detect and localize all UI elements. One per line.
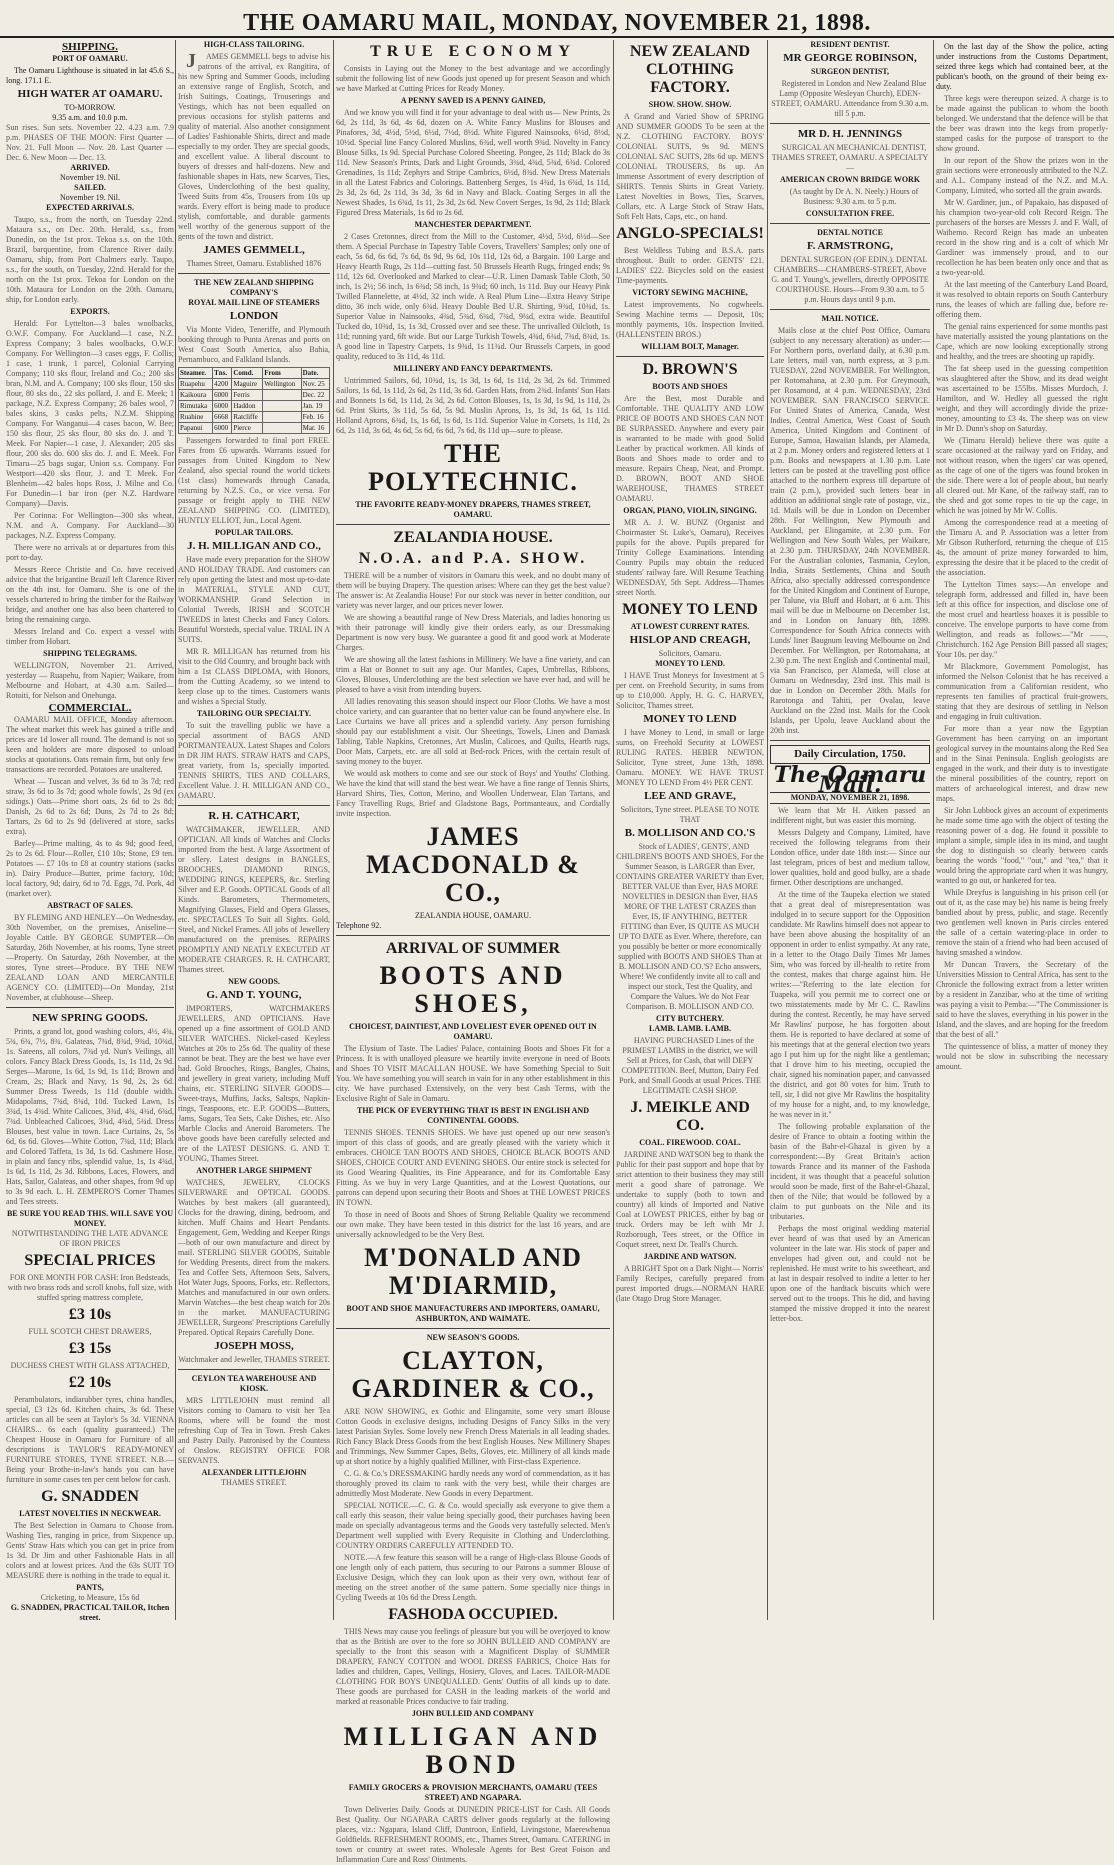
table-cell: Feb. 16 bbox=[301, 412, 329, 423]
sailing-table bbox=[178, 367, 330, 434]
manchester-heading: MANCHESTER DEPARTMENT. bbox=[414, 220, 532, 229]
port-heading: PORT OF OAMARU. bbox=[52, 54, 128, 63]
moss-name: JOSEPH MOSS, bbox=[214, 1340, 294, 1352]
london-label: LONDON bbox=[229, 310, 279, 322]
boots-heading: BOOTS AND SHOES, bbox=[379, 961, 567, 1018]
abstract-heading: ABSTRACT OF SALES. bbox=[47, 901, 133, 910]
boots-shoes-sub: BOOTS AND SHOES bbox=[652, 382, 728, 391]
column-clothing: NEW ZEALAND CLOTHING FACTORY. SHOW. SHOW. SHOW. A Grand and Varied Show of SPRING AND SUMMER GOODS To be seen at the N.Z. CLOTHING FACTORY. BOYS' COLONIAL SUITS, 9s 9d. MEN'S COLONIAL SAC SUITS, 28s 6d up. MEN'S COLONIAL TROUSERS, 8s up. An Immense Assortment of every description of SHIRTS. Tennis Shirts in Great Variety. Latest Novelties in Bows, Ties, Scarves, Collars, etc. A Large Stock of Straw Hats, Soft Felt Hats, Caps, etc., on hand. ANGLO-SPECIALS! Best Weldless Tubing and B.S.A. parts throughout. Built to order. GENTS' £21. LADIES' £22. Bicycles sold on the easiest Time-payments. VICTORY SEWING MACHINE, Latest improvements. No cogwheels. Sewing Machine terms — Deposit, 10s; monthly payments, 10s. Inspection Invited. (HALLENSTEIN BROS.) WILLIAM BOLT, Manager. D. BROWN'S BOOTS AND SHOES Are the Best, most Durable and Comfortable. THE QUALITY AND LOW PRICE OF BOOTS AND SHOES CAN NOT BE SURPASSED. Anywhere and every pair is warranted to be made with good Solid Leather by practical workmen. All kinds of Boots and Shoes made to order and to measure. Repairs Cheap, Neat, and Prompt. D. BROWN, BOOT AND SHOE WAREHOUSE, THAMES STREET OAMARU. ORGAN, PIANO, VIOLIN, SINGING. MR A. J. W. BUNZ (Organist and Choirmaster St. Luke's, Oamaru), Receives pupils for the above. Pupils prepared for Trinity College Examinations. Intending Country Pupils may obtain the reduced students' railway fare. Will Resume Teaching WEDNESDAY, 5th Sept. Address—Thames street North. MONEY TO LEND AT LOWEST CURRENT RATES. HISLOP AND CREAGH, Solicitors, Oamaru. MONEY TO LEND. I HAVE Trust Moneys for Investment at 5 per cent. on Freehold Security, in sums from up to £10,000. Apply, H. G. C. HARVEY, Solicitor, Thames street. MONEY TO LEND I have Money to Lend, in small or large sums, on Freehold Security at LOWEST RULING RATES. HEBER NEWTON, Solicitor, Tyne street, June 13th, 1898. Oamaru. MONEY. WE HAVE TRUST MONEY TO LEND From 4½ PER CENT. LEE AND GRAVE, Solicitors, Tyne street. PLEASE TO NOTE THAT B. MOLLISON AND CO.'S Stock of LADIES', GENTS', AND CHILDREN'S BOOTS AND SHOES, For the Summer Season, is LARGER than Ever, CONTAINS GREATER VARIETY than Ever, BETTER VALUE than Ever, HAS MORE NOVELTIES in DESIGN than Ever, HAS MORE OF THE LATEST CRAZES than Ever, IS, IF ANYTHING, BETTER FITTING than Ever, IS QUITE AS MUCH UP TO DATE as Ever. Where, therefore, can you possibly be better or more economically supplied with BOOTS AND SHOES Than at B. MOLLISON AND CO.'S? Echo answers, Where! We confidently invite all to call and inspect our stock, Test the Quality, and Compare the Values. We do Not Fear Comparison. B. MOLLISON AND CO. CITY BUTCHERY. LAMB. LAMB. LAMB. HAVING PURCHASED Lines of the PRIMEST LAMBS in the district, we will Sell at Prices, for Cash, that will DEFY COMPETITION. Beef, Mutton, Dairy Fed Pork, and Small Goods at usual Prices. THE LEGITIMATE CASH SHOP. J. MEIKLE AND CO. COAL. FIREWOOD. COAL. JARDINE AND WATSON beg to thank the Public for their past support and hope that by strict attention to their business they may still merit a good share of patronage. We undertake to supply (both to town and country) all kinds of Imported and Native Coal at LOWEST PRICES, either by bag or truck. Orders may be left with Mr J. Rozborough, Tees street, or the Office in Coquet street, next Dr. Teall's Church. JARDINE AND WATSON. A BRIGHT Spot on a Dark Night— Norris' Family Recipes, carefully prepared from purest imported drugs.—NORMAN HARE (late Otago Drug Store Manager. bbox=[616, 43, 764, 1303]
fashoda-heading: FASHODA OCCUPIED. bbox=[388, 1606, 558, 1623]
cathcart-name: R. H. CATHCART, bbox=[208, 810, 300, 822]
anglo-heading: ANGLO-SPECIALS! bbox=[616, 225, 764, 242]
price-2: £3 15s bbox=[68, 1340, 112, 1357]
shipping-co-heading: THE NEW ZEALAND SHIPPING COMPANY'S bbox=[194, 278, 314, 297]
editorial-date: MONDAY, NOVEMBER 21, 1898. bbox=[770, 792, 930, 804]
tomorrow-label: TO-MORROW. bbox=[64, 103, 116, 112]
jennings-name: MR D. H. JENNINGS bbox=[797, 128, 903, 140]
sailing-table-header: Comd. bbox=[232, 368, 263, 379]
high-water-times: 9.35 a.m. and 10.0 p.m. bbox=[52, 113, 128, 122]
polytechnic-heading: THE POLYTECHNIC. bbox=[368, 439, 578, 496]
telephone-number: Telephone 92. bbox=[336, 921, 382, 930]
coal-heading: COAL. FIREWOOD. COAL. bbox=[639, 1138, 741, 1147]
organ-heading: ORGAN, PIANO, VIOLIN, SINGING. bbox=[623, 506, 757, 515]
royal-mail-heading: ROYAL MAIL LINE OF STEAMERS bbox=[188, 298, 320, 307]
arrival-heading: ARRIVAL OF SUMMER bbox=[385, 940, 561, 957]
consultation-label: CONSULTATION FREE. bbox=[805, 209, 895, 218]
macdonald-heading: JAMES MACDONALD & CO., bbox=[366, 822, 580, 907]
choicest-sub: CHOICEST, DAINTIEST, AND LOVELIEST EVER OPENED OUT IN OAMARU. bbox=[349, 1022, 597, 1041]
table-cell: 6000 bbox=[213, 401, 232, 412]
table-cell bbox=[263, 412, 301, 423]
editorial-masthead: The Oamaru Mail. bbox=[773, 762, 927, 798]
table-cell: Wellington bbox=[263, 379, 301, 390]
table-cell: Jan. 19 bbox=[301, 401, 329, 412]
jardine-name: JARDINE AND WATSON. bbox=[643, 1252, 737, 1261]
table-cell bbox=[263, 423, 301, 434]
table-cell: Haddon bbox=[232, 401, 263, 412]
lee-grave-name: LEE AND GRAVE, bbox=[644, 790, 736, 802]
lowest-sub: AT LOWEST CURRENT RATES. bbox=[630, 622, 750, 631]
table-cell: Ferris bbox=[232, 390, 263, 401]
polytechnic-sub: THE FAVORITE READY-MONEY DRAPERS, THAMES STREET, OAMARU. bbox=[355, 500, 591, 519]
zealandia-heading: ZEALANDIA HOUSE. bbox=[393, 529, 553, 546]
table-cell: Rimutaka bbox=[179, 401, 213, 412]
sailing-table-header: Steamer. bbox=[179, 368, 213, 379]
table-cell: Ruapehu bbox=[179, 379, 213, 390]
gemmell-name: JAMES GEMMELL, bbox=[203, 244, 305, 256]
table-cell: Mar. 16 bbox=[301, 423, 329, 434]
milligan-name: J. H. MILLIGAN AND CO., bbox=[187, 540, 321, 552]
column-tailoring: HIGH-CLASS TAILORING. JAMES GEMMELL begs to advise his patrons of the arrival, ex Rangitira, of his new Spring and Summer Goods, including an extensive range of English, Scotch, and Irish Suitings, Coatings, Trouserings and Vestings, which has not been equalled on previous occasions for stylish patterns and quality of material. Also another consignment of Ladies' Fashionable Shirts, direct and made especially to my order. They are special goods, and excellent value. A liberal discount to buyers of dresses and half-dozens. New and fashionable shapes in Hats, new Scarves, Ties, Gloves, Underclothing of the best quality, Tweed Suits from 45s, Trousers from 10s up wards. Every effort is being made to produce stylish, comfortable, and durable garments well worthy of the generous support of the gents of the town and district. JAMES GEMMELL, Thames Street, Oamaru. Established 1876 THE NEW ZEALAND SHIPPING COMPANY'S ROYAL MAIL LINE OF STEAMERS LONDON Via Monte Video, Teneriffe, and Plymouth booking through to Punta Arenas and ports on West Coast South America, also Bahia, Pernambuco, and Falkland Islands. Steamer. Tns. Comd. From Date. Ruapehu 4200 Maguire Wellington Nov. 25 Kaikoura 6000 Ferris Dec. 22 Rimutaka 6000 Haddon Jan. 19 Ruahine 6668 Ratcliffe Feb. 16 Papanui 6000 Pierce Mar. 16 Passengers forwarded to final port FREE. Fares from £6 upwards. Warrants issued for passages from United Kingdom to New Zealand, also special round the world tickets (1st class) homewards through Canada, returning by N.Z.S. Co., or vice versa. For passage or freight apply to THE NEW ZEALAND SHIPPING CO. (LIMITED), HUNTLY ELLIOT, Jun., Local Agent. POPULAR TAILORS. J. H. MILLIGAN AND CO., Have made every preparation for the SHOW AND HOLIDAY TRADE. And customers can rely upon getting the latest and most up-to-date in MATERIAL, STYLE AND CUT, WORKMANSHIP. Grand Selection in Colonial Tweeds, IRISH and SCOTCH TWEEDS in latest Checks and Fancy Colors. Beautiful Worsteds, special value. TRIAL IN A SUITS. MR R. MILLIGAN has returned from his visit to the Old Country, and brought back with him a 1st CLASS DIPLOMA, with Honors, from the Cutting Academy, so we intend to keep close up to the times. Customers wants and wishes a Special Study. TAILORING OUR SPECIALTY. To suit the travelling public we have a special assortment of BAGS AND PORTMANTEAUX. Latest Shapes and Colors in DR JIM HATS. STRAW HATS and CAPS, great variety, from 1s, specially imported. TENNIS SHIRTS, TIES AND COLLARS, Excellent Value. J. H. MILLIGAN AND CO., OAMARU. R. H. CATHCART, WATCHMAKER, JEWELLER, AND OPTICIAN. All kinds of Watches and Clocks imported from the best. A large Assortment of or sllery. Latest designs in BANGLES, BROOCHES, DIAMOND RINGS, WEDDING RINGS, KEEPERS, &c. Sterling Silver and E.P. Goods. OPTICAL Goods of all Kinds. Barometers, Thermometers, Magnifying Glasses, Field and Opera Glasses, etc. SPECTACLES To Suit all Sights. Gold, Steel, and Nickel Frames. All jobs of Jewellery manufactured on the premises. REPAIRS PROMPTLY AND NEATLY EXECUTED AT MODERATE CHARGES. R. H. CATHCART, Thames street. NEW GOODS. G. AND T. YOUNG, IMPORTERS, WATCHMAKERS JEWELLERS, AND OPTICIANS. Have opened up a fine assortment of GOLD AND SILVER WATCHES. Nickel-cased Keyless Watches at 20s to 25s 6d. The quality of these cannot be beat. They are the best we have ever had. Gold Brooches, Rings, Bangles, Chains, and jewellery in great variety, including Muff chains, etc. STERLING SILVER GOODS—Sweet-trays, Muffins, Jacks, Saltsps, Napkin-rings, Teaspoons, etc. E.P. GOODS—Butters, Jams, Sugars, Tea Sets, Cake Dishes, etc. Also Marble Clocks and Aneroid Barometers. The above goods have been carefully selected and are of the LATEST DESIGNS. G. AND T. YOUNG, Thames Street. ANOTHER LARGE SHIPMENT WATCHES, JEWELRY, CLOCKS SILVERWARE and OPTICAL GOODS. Watches by best makers (all guaranteed), Clocks for the drawing, dining, bedroom, and kitchen. Muff Chains and Heart Pendants. Engagement, Gem, Wedding and Keeper Rings—both of our own manufacture and direct by mail. STERLING SILVER GOODS, Suitable for Wedding Presents, direct from the makers. Tea and Coffee Sets, Afternoon Sets, Salvers, Hot Water Jugs, Spoons, Forks, etc. Reflectors, Matches and manufactured in our own orders. Marvin Watches—the best cheap watch for 20s in the market. MANUFACTURING JEWELLER, Surgeons' Prescriptions Carefully Prepared. Optical Repairs Carefully Done. JOSEPH MOSS, Watchmaker and Jeweller, THAMES STREET. CEYLON TEA WAREHOUSE AND KIOSK. MRS LITTLEJOHN must remind all Visitors coming to Oamaru to visit her Tea Rooms, where will be found the most refreshing Cup of Tea in Town. Fresh Cakes and Pastry Daily. Patronised by the Countess of Onslow. REGISTRY OFFICE FOR SERVANTS. ALEXANDER LITTLEJOHN THAMES STREET. bbox=[178, 40, 330, 1487]
american-heading: AMERICAN CROWN BRIDGE WORK bbox=[779, 175, 921, 184]
bulleid-name: JOHN BULLEID AND COMPANY bbox=[411, 1709, 535, 1718]
surgeon-heading: SURGEON DENTIST, bbox=[810, 67, 890, 76]
robinson-name: MR GEORGE ROBINSON, bbox=[783, 52, 917, 64]
column-drapery: TRUE ECONOMY Consists in Laying out the Money to the best advantage and we accordingly submit the following list of new Goods just opened up for present Season and which we have Marked at Cutting Prices for Ready Money. A PENNY SAVED IS A PENNY GAINED, And we know you will find it for your advantage to deal with us— New Prints, 2s 6d, 2s 11d, 3s 6d, 4s 6d, dozen on A. White Fancy Muslins for Blouses and Pinafores, 3d, 4½d, 5½d, 6½d, 7½d, 8½d. White Figured Nainsooks, 6½d, 8½d, 10½d. Special line Fancy Colored Muslins, 6¾d, well worth 9¾d. Novelty in Fancy Blouse Silks, 1s 9d. Special Purchase Colored Sheeting. Pongee, 2s 11d; Black do 3s 11d. New Season's Prints, Dark and Light Grounds, 3¾d, 4¾d, 5¾d, 6¾d. Colored Grenadines, 1s 11d; Zephyrs and Stripe Cambrics, 6½d, 8¾d. New Dress Materials in all the Latest Fabrics and Colorings. Battenberg Serges, 1s 4¾d, 1s 6¾d, 1s 11d, 2s 3d, 2s 6d, 2s 11d, 3s 3d, 3s 6d in Navy and Black. Coating Serges in all the Newest Shades, 1s 6¾d, 1s 11, 2s 3d, 2s 6d. New Covert Serges, 1s 9d, 2s 11d; Black Figured Dress Materials, 1s 6d to 2s 6d. MANCHESTER DEPARTMENT. 2 Cases Cretonnes, direct from the Mill to the Customer, 4½d, 5½d, 6½d—See them. A Special Purchase in Tapestry Table Covers, Travellers' Samples; only one of each, 5s 6d, 6s 6d, 7s 6d, 8s 9d, 9s 6d, 10s 11d, 12s 6d, a Bargain. 100 Large and Heavy Hearth Rugs, 2s 11d—cutting fast. 50 Brussels Hearth Rugs, fringed ends; 9s 11d, 12s 6d. Overlooked and Marked to clear—U.R. Linen Damask Table Cloth, 50 inch, 1s 2½; 56 inch, 1s 6¾d; 58 inch, 1s 9¾d; 60 inch, 1s 11d. Buy our Heavy Pink Twilled Flannelette, at 4½d, 32 inch wide. A Real Plum Line—Extra Heavy Stripe ditto, 36 inch wide, only 6¾d. Heavy Double Bed U.R. Shirting, 9¾d, 10¾d, 1s. Superior Value in Nainsooks, 4¾d, 5¾d, 6¾d, 7¾d, 9¼d, extra wide. Beautiful Tucked do, 10¾d, 1s, 1s 3d, Crossed over and see these. The unrivalled Oilcloth, 1s 11d; running yard, 6ft wide. But our Large Turkish Towels, 4¾d, 6¾d, 7¾d, 8¾d, 1s. A good line in Tapestry Carpets, 1s 9¾d, 1s 11¾d. Our Brussels Carpets, in good quality, reduced to 3s 11d, 4s 11d. MILLINERY AND FANCY DEPARTMENTS. Untrimmed Sailors, 6d, 10¾d, 1s, 1s 3d, 1s 6d, 1s 11d, 2s 3d, 2s 6d. Trimmed Sailors, 1s 6d, 1s 11d, 2s 6d, 2s 11d, 3s 6d. Garden Hats, from 2¾d. Infants' Sun Hats and Bonnets 1s 6d, 1s 11d, 2s 3d, 2s 6d. Cotton Blouses, 1s, 1s 3d, 1s 9d, 1s 11d, 2s 6d. Print Skirts, 3s 11d, 5s 6d, 5s 9d. Muslin Aprons, 1s, 1s 3d, 1s 6d, 1s 11d. Holland Aprons, 6¾d, 1s, 1s 6d, 1s 6d, 1s 11d. Superior Value in Corsets, 1s 11d, 2s 6d, 2s 11d, 3s 6d, 4s 6d, 5s 6d, 6s 6d, 7s 6d, 8s 11d up—sure to please. THE POLYTECHNIC. THE FAVORITE READY-MONEY DRAPERS, THAMES STREET, OAMARU. ZEALANDIA HOUSE. N.O.A. and P.A. SHOW. THERE will be a number of visitors in Oamaru this week, and no doubt many of them will be buying Drapery. The question arises: Where can they get the best value? The answer is: At Zealandia House! For our stock was never in better condition, our variety was never larger, and our prices never lower. We are showing a beautiful range of New Dress Materials, and ladies honoring us with their patronage will kindly give their orders early, as our Dressmaking Department is now very busy. We guarantee a good fit and good work at Moderate Charges. We are showing all the latest fashions in Millinery. We have a fine variety, and can trim a Hat or Bonnet to suit any age. Our Mantles, Capes, Umbrellas, Ribbons, Gloves, Blouses, Underclothing are the best selection we have ever had, and will be pleased to have a visit from intending buyers. All ladies renovating this season should inspect our Floor Cloths. We have a most choice variety, and can guarantee that no better value can be found anywhere else. In Lace Curtains we have all prices and a splendid variety. Any person furnishing should pay our establishment a visit. Our Sheetings, Towels, Linen and Damask Tabling, Table Napkins, Cretonnes, Art Muslin, Calicoes, and Quilts, Hearth rugs, Door Mats, Carpets, etc. are all sold at Bed-rock Prices, with the certain result of saving money to the buyer. We would ask mothers to come and see our stock of Boys' and Youths' Clothing. We have the kind that will stand the best wear. We have a fine range of Tennis Shirts, Harvard Shirts, Ties, Cotton, Merino, and Woollen Underwear, Elan Tartans, and Fancy Travelling Rugs, Brief and Gladstone Bags, Portmanteaux, and Cordially invite inspection. JAMES MACDONALD & CO., ZEALANDIA HOUSE, OAMARU. Telephone 92. ARRIVAL OF SUMMER BOOTS AND SHOES, CHOICEST, DAINTIEST, AND LOVELIEST EVER OPENED OUT IN OAMARU. The Elysium of Taste. The Ladies' Palace, containing Boots and Shoes Fit for a Princess. It is with unalloyed pleasure we heartily invite everyone in need of Boots and Shoes TO VISIT MACALLAN HOUSE. We have Something Special to Suit You. We have something you will search in vain for in any other establishment in this city. We have purchased Extensively, on the very best Cash Terms, with the Exclusive Right of Sale in Oamaru. THE PICK OF EVERYTHING THAT IS BEST IN ENGLISH AND CONTINENTAL GOODS. TENNIS SHOES. TENNIS SHOES. We have just opened up our new season's import of this class of goods, and are greatly pleased with the variety which it embraces. CHOICE TAN BOOTS AND SHOES, CHOICE BLACK BOOTS AND SHOES, CHOICE COURT AND EVENING SHOES. Our entire stock is selected for its Good Wearing Qualities, its Fine Appearance, and for its Comfortable Easy Fitting. As we buy in very Large Quantities, and at the Lowest Quotations, our patrons can depend upon securing their Boots and Shoes at THE LOWEST PRICES IN TOWN. To those in need of Boots and Shoes of Strong Reliable Quality we recommend our own make. They have been tested in this district for the last 16 years, and are universally acknowledged to be the Very Best. M'DONALD AND M'DIARMID, BOOT AND SHOE MANUFACTURERS AND IMPORTERS, OAMARU, ASHBURTON, AND WAIMATE. NEW SEASON'S GOODS. CLAYTON, GARDINER & CO., ARE NOW SHOWING, ex Gothic and Elingamite, some very smart Blouse Cotton Goods in exclusive designs, including Designs of Fancy Silks in the very latest Parisian Styles. Some lovely new French Dress Materials in all leading shades. Rich Fancy Black Dress Goods from the best English Houses. New Millinery Shapes and Trimmings, New Summer Capes, Belts, Gloves, etc. Millinery of all kinds made up at short notice by a highly qualified Milliner, with First-class Experience. C. G. & Co.'s DRESSMAKING hardly needs any word of commendation, as it has thoroughly proved its claim to rank with the very best, while their charges are admittedly Most Moderate. New Goods in every Department. SPECIAL NOTICE.—C. G. & Co. would specially ask everyone to give them a call early this season, their value being specially good, their purchases having been made on specially advantageous terms and the Goods very tastefully selected. Men's Department well supplied with Every Requisite in Clothing and Underclothing. COUNTRY ORDERS CAREFULLY ATTENDED TO. NOTE.—A few feature this season will be a range of High-class Blouse Goods of one length only of each pattern, thus securing to our Patrons a summer Blouse of Exclusive Design, which they can look upon as their very own, without fear of meeting on the street another of the same pattern. Some specially nice things in Cycling Tweeds at 10s 6d the Dress Length. FASHODA OCCUPIED. THIS News may cause you feelings of pleasure but you will be overjoyed to know that as the British are over to the fore so JOHN BULLEID AND COMPANY are specially to the front this season with a Magnificent Display of SUMMER DRAPERY, FANCY COTTON and WOOL DRESS FABRICS, Choice Hats for ladies and children, Capes, Veilings, Hosiery, Gloves, and Laces. TAILOR-MADE CLOTHING FOR BOYS UNEQUALLED. Gents' Outfits of all kinds up to date. These goods are purchased for CASH in the leading markets of the world and marked at reasonable Prices conducive to fair trading. JOHN BULLEID AND COMPANY MILLIGAN AND BOND FAMILY GROCERS & PROVISION MERCHANTS, OAMARU (TEES STREET) AND NGAPARA. Town Deliveries Daily. Goods at DUNEDIN PRICE-LIST for Cash. All Goods Best Quality. Our NGAPARA CARTS deliver goods regularly at the following places, viz.: Ngapara, Island Cliff, Duntroon, Enfield, Livingstone, Maerewhenua Goldfields. REFRESHMENT ROOMS, etc., Thames Street, Oamaru. CATERING in town or country at sweet rates. Wholesale Agents for Best Great Foison and Inflammation Cure and Ross' Ointments. bbox=[336, 43, 610, 1864]
table-cell: 4200 bbox=[213, 379, 232, 390]
exports-heading: EXPORTS. bbox=[70, 307, 110, 316]
table-cell: Papanui bbox=[179, 423, 213, 434]
armstrong-name: F. ARMSTRONG, bbox=[806, 240, 894, 252]
zealandia-house-address: ZEALANDIA HOUSE, OAMARU. bbox=[415, 911, 531, 920]
table-row bbox=[179, 423, 330, 434]
littlejohn-name: ALEXANDER LITTLEJOHN bbox=[201, 1468, 307, 1477]
commercial-heading: COMMERCIAL. bbox=[48, 702, 132, 714]
resident-heading: RESIDENT DENTIST. bbox=[810, 40, 890, 49]
popular-tailors-heading: POPULAR TAILORS. bbox=[215, 528, 293, 537]
price-1: £3 10s bbox=[68, 1306, 112, 1323]
table-cell: Ratcliffe bbox=[232, 412, 263, 423]
table-row bbox=[179, 379, 330, 390]
sailing-table-header: From bbox=[263, 368, 301, 379]
spring-goods-heading: NEW SPRING GOODS. bbox=[32, 1012, 148, 1024]
mollison-heading: B. MOLLISON AND CO.'S bbox=[624, 827, 756, 839]
money2-heading: MONEY TO LEND bbox=[643, 713, 737, 725]
clayton-heading: CLAYTON, GARDINER & CO., bbox=[351, 1346, 595, 1403]
shipping-heading: SHIPPING. bbox=[62, 41, 118, 53]
specialty-heading: TAILORING OUR SPECIALTY. bbox=[196, 709, 312, 718]
table-row bbox=[179, 401, 330, 412]
pick-sub: THE PICK OF EVERYTHING THAT IS BEST IN ENGLISH AND CONTINENTAL GOODS. bbox=[356, 1106, 589, 1125]
browns-heading: D. BROWN'S bbox=[642, 361, 738, 378]
millinery-heading: MILLINERY AND FANCY DEPARTMENTS. bbox=[393, 364, 553, 373]
snadden-heading: G. SNADDEN bbox=[41, 1488, 139, 1505]
table-cell: Pierce bbox=[232, 423, 263, 434]
new-season-heading: NEW SEASON'S GOODS. bbox=[426, 1333, 520, 1342]
money-lend-heading: MONEY TO LEND. bbox=[655, 659, 725, 668]
table-row bbox=[179, 412, 330, 423]
table-cell bbox=[263, 401, 301, 412]
mb-sub: FAMILY GROCERS & PROVISION MERCHANTS, OAMARU (TEES STREET) AND NGAPARA. bbox=[348, 1783, 598, 1802]
mail-notice-heading: MAIL NOTICE. bbox=[821, 314, 879, 323]
masthead: THE OAMARU MAIL, MONDAY, NOVEMBER 21, 1898. bbox=[0, 10, 1114, 38]
column-dentists: RESIDENT DENTIST. MR GEORGE ROBINSON, SURGEON DENTIST, Registered in London and New Zealand Blue Lamp (Opposite Wesleyan Church), EDEN-STREET, OAMARU. Attendance from 9.30 a.m. till 5 p.m. MR D. H. JENNINGS SURGICAL AN MECHANICAL DENTIST, THAMES STREET, OAMARU. A SPECIALTY— AMERICAN CROWN BRIDGE WORK (As taught by Dr A. N. Neely.) Hours of Business: 9.30 a.m. to 5 p.m. CONSULTATION FREE. DENTAL NOTICE F. ARMSTRONG, DENTAL SURGEON (OF EDIN.). DENTAL CHAMBERS—CHAMBERS-STREET, Above G. and T. Young's, jewellers, directly OPPOSITE COURTHOUSE. Hours—From 9.30 a.m. to 5 p.m. Hours days until 9 p.m. MAIL NOTICE. Mails close at the chief Post Office, Oamaru (subject to any necessary alteration) as under:— For Northern ports, overland daily, at 6.30 p.m. Late letters, mail van, north express, at 3 p.m. TUESDAY, 22nd NOVEMBER. For Wellington, per Rotomahana, at 2.30 p.m. For Greymouth, per Rosamond, at 4 p.m. WEDNESDAY, 23rd NOVEMBER. SAN FRANCISCO SERVICE. For United States of America, Canada, West Indies, Central America, West Coast of South America, United Kingdom and Continent of Europe, Samoa, Hawaiian Islands, per Alameda, at 2 p.m. Money orders and registered letters at 1 p.m. Books and newspapers at 1.30 p.m. Late letters can be posted at the travelling post office attached to the northern express till departure of train (2 p.m.), provided such letters bear in addition an additional single rate of postage, viz., 1d. Mails will be due in London on December 28th. For Wellington, New Plymouth and Auckland, per Elingamite, at 2.30 p.m. For Wellington and New South Wales, per Waikare, at 2.30 p.m. THURSDAY, 24th NOVEMBER. For the Australian colonies, Tasmania, Ceylon, India, Straits Settlements, China and South Africa, also specially addressed correspondence for the United Kingdom and Continent of Europe, per Talune, via Bluff and Hobart, at 6 a.m. This mail will be due in Melbourne on December 1st, and in London on January 8th, 1899. Correspondence for South Africa connects with Lunds' liner Baugnum leaving Melbourne on 2nd December. For Wellington, per Rotomahana, at 2.30 p.m. The next English and Continental mail, via San Francisco, per Alameda, will close at Oamaru on Wednesday, 23rd inst. This mail is due in London on December 28th. Mails for Rarotonga and Tahiti, per Ovalau, leave Auckland on the 22nd inst. Mails for the Cook Islands, per Upolu, leave Auckland about the 20th inst. Daily Circulation, 1750. The Oamaru Mail. MONDAY, NOVEMBER 21, 1898. We learn that Mr H. Aitken passed an indifferent night, but was easier this morning. Messrs Dalgety and Company, Limited, have received the following telegrams from their London office, under date 18th inst:— Since our last telegram, prices of best and medium tallow, lower qualities, hold and good bulky, are a shade firmer. Other descriptions are unchanged. At the time of the Taupeka election we stated that a great deal of misrepresentation was indulged in to secure support for the Opposition candidate. Mr Rawlins himself does not appear to have been above abusing the hospitality of an opponent in order to enlist sympathy. At any rate, in a letter to the Otago Daily Times Mr James Sim, who was forced by ill-health to retire from the contest, makes that charge against him. He writes:—"Referring to the late election for Tuapeka, will you permit me to correct one or two misstatements made by Mr C. C. Rawlins during the contest. Recently, he may have served Mr Rawlins' purpose, he has forgotten about them. He is reported to have declared at some of his meetings that at the general election two years ago I put him up for the night like a gentleman; that I drove him to his meeting, occupied the chair, signed his nomination paper, and canvassed the district, and got 80 votes for him. Truth to tell, sir, I did not give Mr Rawlins the hospitality of my house for a night, and, to my knowledge, he was never in it." The following probable explanation of the desire of France to obtain a footing within the basin of the Bahr-el-Ghazal is given by a correspondent:—By Great Britain's action towards France and its manner of the Fashoda incident, it was thought that a peaceful solution would soon be made, first of the Bahr-el-Ghazal, then of the Nile; that would be followed by a claim to put gunboats on the Nile and its tributaries. Perhaps the most original wedding material ever heard of was that used by an American volunteer in the late war. His stock of paper and envelopes had given out, and could not be replenished. He must write to his sweetheart, and at last in despair resolved to indite a letter to her upon one of the hardtack biscuits which were served out to the troops. This he did, and having stamped the missive dropped it into the nearest letter-box. bbox=[770, 40, 930, 1323]
table-cell: Maguire bbox=[232, 379, 263, 390]
dental-notice-heading: DENTAL NOTICE bbox=[817, 228, 883, 237]
table-cell: 6668 bbox=[213, 412, 232, 423]
lamb-heading: LAMB. LAMB. LAMB. bbox=[649, 1024, 731, 1033]
arrived-heading: ARRIVED. bbox=[70, 163, 110, 172]
news-opening: On the last day of the Show the police, acting under instructions from the Customs Department, seized three kegs which had contained beer, at the publican's booth, on the ground of their being ex-duty. bbox=[936, 42, 1108, 91]
table-cell: Dec. 22 bbox=[301, 390, 329, 401]
sailing-table-header: Date. bbox=[301, 368, 329, 379]
milligan-bond-heading: MILLIGAN AND BOND bbox=[343, 1722, 603, 1779]
price-3: £2 10s bbox=[68, 1374, 112, 1391]
table-cell: 6000 bbox=[213, 390, 232, 401]
high-water-heading: HIGH WATER AT OAMARU. bbox=[17, 88, 163, 100]
silverware-heading: ANOTHER LARGE SHIPMENT bbox=[196, 1166, 312, 1175]
new-goods-heading: NEW GOODS. bbox=[228, 977, 280, 986]
noa-heading: N.O.A. and P.A. SHOW. bbox=[358, 550, 588, 567]
lighthouse-text: The Oamaru Lighthouse is situated in lat 45.6 S., long. 171.1 E. bbox=[6, 66, 174, 85]
mcdonald-mcdiarmid-heading: M'DONALD AND M'DIARMID, bbox=[364, 1243, 582, 1300]
column-news: On the last day of the Show the police, acting under instructions from the Customs Department, seized three kegs which had contained beer, at the publican's booth, on the ground of their being ex-duty. Three kegs were thereupon seized. A charge is to be made against the publican to whom the booth belonged. We understand that the defence will be that the beer was drawn into the kegs from properly-stamped casks for the purpose of transport to the show ground. In our report of the Show the prizes won in the grain sections were erroneously attributed to the N.Z. and A.L. Company instead of the N.Z. and M.A. Company, Limited, who sorted all the grain awards. Mr W. Gardiner, jun., of Papakaio, has disposed of his champion two-year-old colt Record Reign. The purchasers of the horses are Messrs J. and F. Wall, of Waihemo. Record Reign has made an unbeaten record in the show ring and is a colt of which Mr Gardiner was immensely proud, and to our recollection he has been beaten only once and that as a two-year-old. At the last meeting of the Canterbury Land Board, it was resolved to obtain reports on South Canterbury runs, the leases of which are falling due, before re-offering them. The genial rains experienced for some months past have materially assisted the young plantations on the Cape, which are now looking exceptionally strong and healthy, and the trees are shooting up rapidly. The fat sheep used in the guessing competition was slaughtered after the Show, and its dead weight was ascertained to be 155lbs. Misses Murdoch, J. Hamilton, and W. Hedley all guessed the right weight, and they will accordingly divide the prize-money, amounting to £3 4s. The sheep was on view in Mr D. Dunn's shop on Saturday. We (Timaru Herald) believe there was quite a scare occasioned at the railway yard on Friday, and not without reason, when the tigers' car was opened, as the cage of one of the tigers was found broken in the side. There were a lot of people about, but nearly all cleared out. Mr Kane, of the railway staff, ran to the shed and got some ropes to tie up the cage, in which he was joined by Mr W. Collis. Among the correspondence read at a meeting of the Timaru A. and P. Association was a letter from Mr Gibson Rutherford, returning the cheque of £15 4s, the amount of prize money forwarded to him, expressing the desire that it be placed to the credit of the association. The Lyttelton Times says:—An envelope and telegraph form, addressed and filled in, have been left at this office for inspection, and disclose one of the most cruel and heartless hoaxes it is possible to conceive. The envelope purports to have come from Wellington, and reads as follows:—"Mr ——, Christchurch. 162 Age Pension Bill passed all stages; Your 10s. per day." Mr Blackmore, Government Pomologist, has informed the Nelson Colonist that he has received a communication from a Californian resident, who represents ten families of practical fruit-growers, stating that they are desirous of settling in Nelson and engaging in fruit cultivation. For more than a year now the Egyptian Government has been carrying on an important geological survey in the mountains along the Red Sea and in the Sinai Peninsula. English geologists are engaged in the work, and their duty is to investigate the mineral possibilities of the country, report on matters of archaeological interest, and draw new maps. Sir John Lubbock gives an account of experiments he made some time ago with the object of testing the reasoning power of a dog. He found it possible to implant a simple, simple idea in its mind, and taught the dog to distinguish so clearly between cards bearing the words "food," "out," and "tea," that it would bring the appropriate card when it was hungry, wanted to go out, or hankered for tea. While Dreyfus is languishing in his prison cell (or out of it, as the case may be) his name is being freely bandied about by press, public, and stage. Recently two gentlemen well known in Paris circles entered the salle of a certain watering-place in order to remove the stain of a friend who had been accused of having smashed a window. Mr Duncan Travers, the Secretary of the Universities Mission to Central Africa, has sent to the Chronicle the following extract from a letter written by a resident in Zanzibar, who at the time of writing was paying a visit to Pemba:—"The Commissioner is said to have the slaves, everything in his power in the Island, and the slaves, and are hoping for the freedom that the best of all." The quintessence of bliss, a matter of money they would not be slow in subscribing the necessary amount. bbox=[936, 42, 1108, 1071]
true-economy-heading: TRUE ECONOMY bbox=[370, 43, 576, 60]
bolt-name: WILLIAM BOLT, Manager. bbox=[641, 342, 739, 351]
victory-heading: VICTORY SEWING MACHINE, bbox=[632, 288, 748, 297]
sailing-table-header: Tns. bbox=[213, 368, 232, 379]
city-butchery-heading: CITY BUTCHERY. bbox=[655, 1014, 725, 1023]
circulation-box: Daily Circulation, 1750. bbox=[770, 745, 930, 764]
table-cell bbox=[263, 390, 301, 401]
hislop-name: HISLOP AND CREAGH, bbox=[629, 634, 751, 646]
show-heading: SHOW. SHOW. SHOW. bbox=[648, 100, 732, 109]
table-cell: 6000 bbox=[213, 423, 232, 434]
sailed-heading: SAILED. bbox=[74, 183, 106, 192]
mcd-sub: BOOT AND SHOE MANUFACTURERS AND IMPORTERS, OAMARU, ASHBURTON, AND WAIMATE. bbox=[346, 1304, 600, 1323]
money-heading: MONEY TO LEND bbox=[622, 601, 758, 618]
special-prices-heading: SPECIAL PRICES bbox=[24, 1252, 156, 1269]
tailoring-heading: HIGH-CLASS TAILORING. bbox=[203, 40, 305, 49]
young-name: G. AND T. YOUNG, bbox=[206, 989, 302, 1001]
expected-heading: EXPECTED ARRIVALS. bbox=[46, 203, 134, 212]
table-cell: Kaikoura bbox=[179, 390, 213, 401]
nz-clothing-heading: NEW ZEALAND CLOTHING FACTORY. bbox=[629, 43, 751, 96]
table-cell: Nov. 25 bbox=[301, 379, 329, 390]
column-shipping: SHIPPING. PORT OF OAMARU. The Oamaru Lighthouse is situated in lat 45.6 S., long. 171.1 E. HIGH WATER AT OAMARU. TO-MORROW. 9.35 a.m. and 10.0 p.m. Sun rises. Sun sets. November 22. 4.23 a.m. 7.9 p.m. PHASES OF THE MOON: First Quarter — Nov. 21. Full Moon — Nov. 28. Last Quarter — Dec. 6. New Moon — Dec. 13. ARRIVED. November 19. Nil. SAILED. November 19. Nil. EXPECTED ARRIVALS. Taupo, s.s., from the north, on Tuesday 22nd. Mataura s.s., on Dec. 20th. Herald, s.s., from Dunedin, on the 1st prox. Tekoa s.s. on the 10th. Brazil, barquentine, from Clarence River daily. Oamaru, ship, from Port Chalmers early. Taupo, s.s., for the south, on Tuesday, 22nd. Herald for the north on the 1st prox. Tekoa for London on the 10th. Mataura for London on the 20th. Oamaru, ship, for London early. EXPORTS. Herald: For Lyttelton—3 bales woolbacks, O.W.F. Company. For Auckland—1 case, N.Z. Express Company; 3 bales woolbacks, O.W.F. Company. For Wellington—3 cases eggs, F. Collis; 1 case, 1 trunk, 1 parcel, Colonial Carrying Company; 110 sks flour, Ireland and Co.; 200 sks bran, N.M. and A. Company; 100 sks flour, 150 sks flour, 80 sks do., 22 sks pollard, J. and E. Meek; 1 package, N.Z. Express Company; 26 bales wool, 7 bales skins, 3 casks pelts, N.Z.M. Shipping Company. For Wanganui—4 cases bacon, W. Bee; 150 sks flour, 25 sks flour, 80 sks do. J. and T. Meek. For Napier—1 case, J. Alexander; 205 sks flour, 200 sks do. 600 sks do. J. and E. Meek. For Timaru—25 bags sugar, Union s.s. Company. For Westport—420 sks flour, J. and T. Meek. For Blenheim—42 bales hops Ross, J. Milne and Co. For Dunedin—1 bar iron (per N.Z. Hardware Company)—Davis. Per Corinna: For Wellington—300 sks wheat, N.M. and A. Company. For Auckland—30 packages, N.Z. Express Company. There were no arrivals at or departures from this port to-day. Messrs Reece Christie and Co. have received advice that the brigantine Brazil left Clarence River on the 4th inst. for Oamaru. She is one of the vessels chartered to bring the timber for the Railway bridge, and another one has also been chartered to bring the remaining cargo. Messrs Ireland and Co. expect a vessel with timber from Hobart. SHIPPING TELEGRAMS. WELLINGTON, November 21. Arrived, yesterday — Ruapehu, from Napier; Waikare, from Melbourne and Hobart, at 4.30 a.m. Sailed—Rotoiti, for Nelson and Onehunga. COMMERCIAL. OAMARU MAIL OFFICE, Monday afternoon. The wheat market this week has gained a trifle and prices are 1d lower all round. The demand is not so keen and holders are more disposed to unload stocks at quotations. Oats remain firm, but only few transactions are recorded. Potatoes are unaltered. Wheat — Tuscan and velvet, 3s 6d to 3s 7d; red straw, 3s 6d to 3s 7d; good whole fowls', 2s 9d (ex sidings.) Oats—Prime short oats, 2s 6d to 2s 8d; Danish, 2s 6d to 2s 6d; Duns, 2s 7d to 2s 8d; Tartars, 2s 6d to 2s 9d (delivered at store, sacks extra). Barley—Prime malting, 4s to 4s 9d; good feed, 2s to 2s 6d. Flour—Roller, £10 10s; Stone, £9 ten. Potatoes — £7 10s to £8 at country stations (sacks in). Dairy Produce—Butter, prime factory, 10d; local factory, 9d; dairy, 6d to 7d. Eggs, 7d. Pork, 4d (market over). ABSTRACT OF SALES. BY FLEMING AND HENLEY—On Wednesday, 30th November, on the premises, Aniseline—Joyable Cattle. BY GEORGE SUMPTER—On Saturday, 26th November, at his rooms, Tyne street—Property. On Saturday, 26th November, at the stores, Tyne street—Produce. BY THE NEW ZEALAND LOAN AND MERCANTILE AGENCY CO. (LIMITED)—On Monday, 21st November, at clubhouse—Sheep. NEW SPRING GOODS. Prints, a grand lot, good washing colors, 4½, 4¾, 5¾, 6¾, 7½, 8¾. Galateas, 7¾d, 8¾d, 9¾d, 10¾d, 1s. Sateens, all colors, 7¾d yd. Nun's Veilings, all colors. Fancy Black Dress Goods, 1s, 1s 11d, 2s 9d. Serges—Marone, 1s 6d, 1s 9d, 1s 11d; Brown and Cream, 2s; Black and Navy, 1s 9d, 2s, 2s 6d. Summer Dress Tweeds, 1s 11d (double width. Midapolams, 7¾d, 8¾d, 10d. Tucked Lawn, 1s 3¾d, 1s 4¾d. White Calicoes, 3¾d, 4¾, 4¾d, 6¾d, 7¾d. Unbleached Calicoes, 3¾d, 4¾d, 5¾d. Dress Blouses, best value in town. Lace Curtains, 2s, 5s 6d, 6s 6d. Gloves—White Cotton, 7¾d, 11d; Black and Colored Taffeta, 1s 3d, 1s 6d. Cashmere Hose, in plain and fancy ribs, splendid value, 1s, 1s 4¾d, 1s 6d, 1s 11d, 2s 3d. Ribbons, Laces, Flowers, and Hats, Sailor, Galateas, and other shapes, from 9d up to 3s 9d each. L. H. ZEMPERO'S Corner Thames and Tees streets. BE SURE YOU READ THIS. WILL SAVE YOU MONEY. NOTWITHSTANDING THE LATE ADVANCE OF IRON PRICES SPECIAL PRICES FOR ONE MONTH FOR CASH: Iron Bedsteads, with two brass rods and scroll knobs, full size, with stuffed spring mattress complete, £3 10s FULL SCOTCH CHEST DRAWERS, £3 15s DUCHESS CHEST WITH GLASS ATTACHED, £2 10s Perambulators, indiarubber tyres, china handles, special, £3 12s 6d. Kitchen chairs, 3s 6d. These articles can all be seen at Taylor's 5s 3d. VIENNA CHAIRS... 6s each (quality guaranteed.) The Cheapest House in Oamaru for Furniture of all descriptions is TAYLOR'S READY-MONEY FURNITURE STORES, TYNE STREET. N.B.—Being your Brothe-in-law's hands you can have furniture in some cases ten per cent below for cash. G. SNADDEN LATEST NOVELTIES IN NECKWEAR. The Best Selection in Oamaru to Choose from. Washing Ties, ranging in price, from Sixpence up. Gents' Straw Hats which you can get in price from 1s 3d. Dr Jim and other Fashionable Hats in all colors and at lowest prices. And the 63s SUIT TO MEASURE there is nothing in the trade to equal it. PANTS, Cricketing, to Measure, 15s 6d G. SNADDEN, PRACTICAL TAILOR, Itchen street. bbox=[6, 41, 174, 1622]
ceylon-heading: CEYLON TEA WAREHOUSE AND KIOSK. bbox=[191, 1374, 317, 1393]
table-row bbox=[179, 390, 330, 401]
table-cell: Ruahine bbox=[179, 412, 213, 423]
meikle-name: J. MEIKLE AND CO. bbox=[630, 1099, 750, 1134]
penny-heading: A PENNY SAVED IS A PENNY GAINED, bbox=[400, 96, 546, 105]
